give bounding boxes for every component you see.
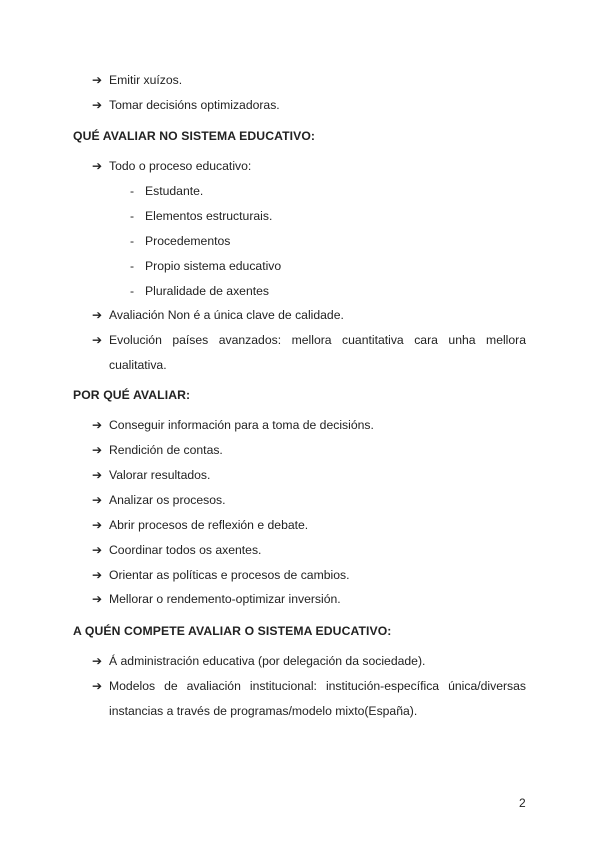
arrow-bullet-icon: ➔ — [92, 654, 103, 668]
list-item: Abrir procesos de reflexión e debate. — [109, 518, 309, 532]
dash-bullet: - — [130, 234, 135, 248]
arrow-bullet-icon: ➔ — [92, 98, 103, 112]
arrow-bullet-icon: ➔ — [92, 679, 103, 693]
dash-bullet: - — [130, 209, 135, 223]
arrow-bullet-icon: ➔ — [92, 592, 103, 606]
list-item: Á administración educativa (por delegación da sociedade). — [109, 654, 426, 668]
sub-list-item: Pluralidade de axentes — [145, 284, 269, 298]
list-item: Mellorar o rendemento-optimizar inversión. — [109, 592, 341, 606]
sub-list-item: Propio sistema educativo — [145, 259, 282, 273]
list-item: Orientar as políticas e procesos de cambios. — [109, 568, 350, 582]
list-item: Avaliación Non é a única clave de calidade. — [109, 308, 344, 322]
list-item: Rendición de contas. — [109, 443, 223, 457]
sub-list-item: Estudante. — [145, 184, 204, 198]
dash-bullet: - — [130, 184, 135, 198]
list-item: Evolución países avanzados: mellora cuantitativa cara unha mellora — [109, 333, 526, 347]
page-number: 2 — [519, 796, 526, 810]
list-item: Conseguir información para a toma de decisións. — [109, 418, 374, 432]
arrow-bullet-icon: ➔ — [92, 418, 103, 432]
list-item-continuation: instancias a través de programas/modelo mixto(España). — [109, 704, 418, 718]
list-item: Analizar os procesos. — [109, 493, 226, 507]
arrow-bullet-icon: ➔ — [92, 493, 103, 507]
arrow-bullet-icon: ➔ — [92, 73, 103, 87]
list-item: Emitir xuízos. — [109, 73, 183, 87]
list-item: Valorar resultados. — [109, 468, 211, 482]
section-heading-a-quen-compete: A QUÉN COMPETE AVALIAR O SISTEMA EDUCATIVO: — [73, 624, 392, 638]
arrow-bullet-icon: ➔ — [92, 568, 103, 582]
dash-bullet: - — [130, 259, 135, 273]
arrow-bullet-icon: ➔ — [92, 443, 103, 457]
dash-bullet: - — [130, 284, 135, 298]
section-heading-que-avaliar: QUÉ AVALIAR NO SISTEMA EDUCATIVO: — [73, 129, 316, 143]
sub-list-item: Elementos estructurais. — [145, 209, 273, 223]
arrow-bullet-icon: ➔ — [92, 333, 103, 347]
list-item-continuation: cualitativa. — [109, 358, 167, 372]
list-item: Coordinar todos os axentes. — [109, 543, 262, 557]
arrow-bullet-icon: ➔ — [92, 543, 103, 557]
arrow-bullet-icon: ➔ — [92, 308, 103, 322]
section-heading-por-que-avaliar: POR QUÉ AVALIAR: — [73, 388, 191, 402]
arrow-bullet-icon: ➔ — [92, 468, 103, 482]
list-item: Tomar decisións optimizadoras. — [109, 98, 280, 112]
list-item: Todo o proceso educativo: — [109, 159, 252, 173]
list-item: Modelos de avaliación institucional: institución-específica única/diversas — [109, 679, 526, 693]
sub-list-item: Procedementos — [145, 234, 231, 248]
arrow-bullet-icon: ➔ — [92, 518, 103, 532]
arrow-bullet-icon: ➔ — [92, 159, 103, 173]
